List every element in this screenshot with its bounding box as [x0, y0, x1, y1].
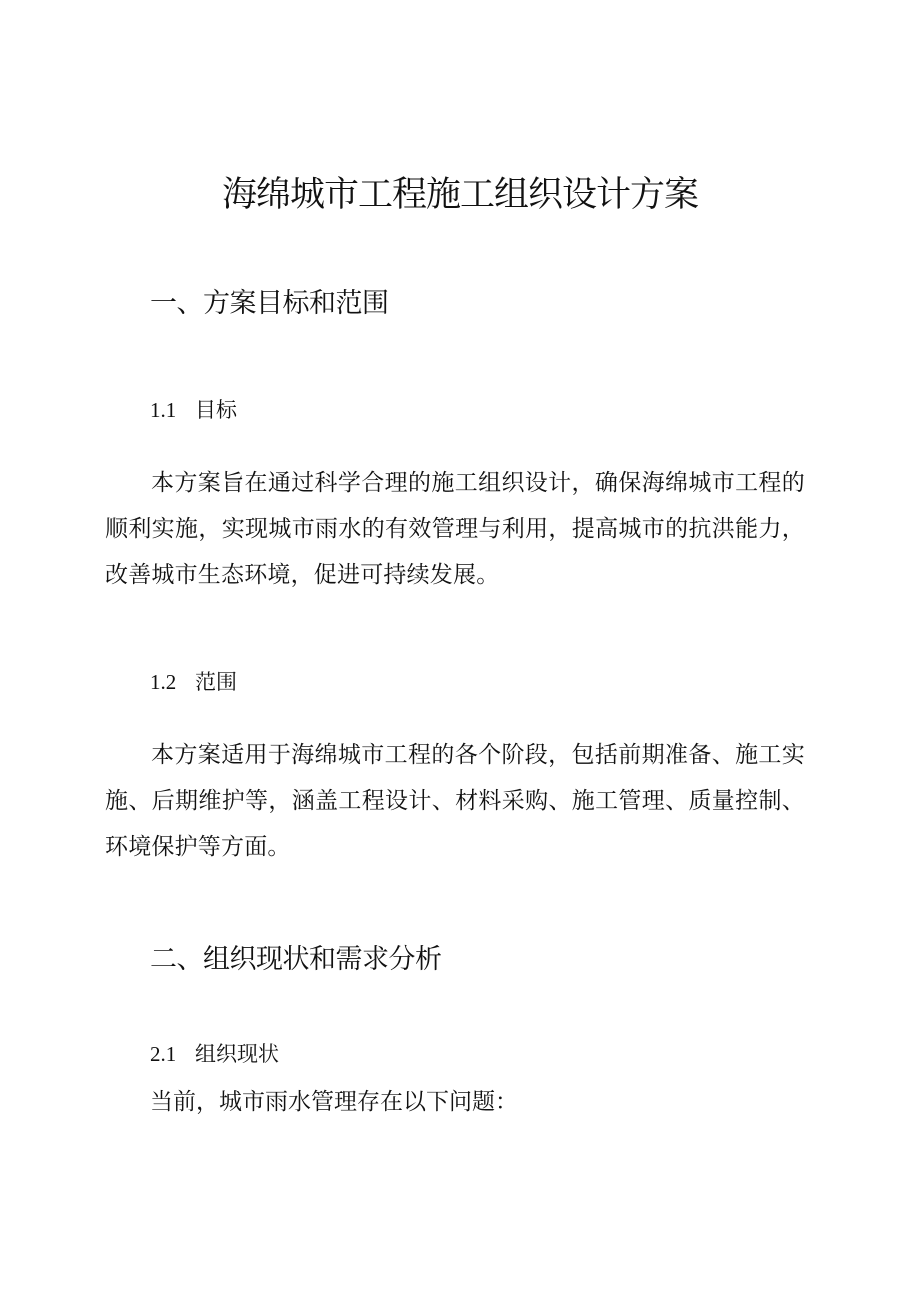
subsection-heading-1-1: [150, 394, 237, 426]
subsection-title: 目标: [195, 398, 237, 422]
paragraph-goal: 本方案旨在通过科学合理的施工组织设计，确保海绵城市工程的顺利实施，实现城市雨水的有效管理与利用，提高城市的抗洪能力，改善城市生态环境，促进可持续发展。: [105, 470, 805, 588]
subsection-number: 2.1: [150, 1042, 177, 1066]
paragraph-current-status: 当前，城市雨水管理存在以下问题：: [150, 1089, 518, 1115]
subsection-heading-1-2: [150, 666, 237, 698]
section-heading-1: 一、方案目标和范围: [150, 288, 389, 319]
subsection-title: 组织现状: [195, 1042, 279, 1066]
document-title: 海绵城市工程施工组织设计方案: [221, 175, 698, 215]
subsection-number: 1.2: [150, 670, 177, 694]
subsection-title: 范围: [195, 670, 237, 694]
paragraph-scope: 本方案适用于海绵城市工程的各个阶段，包括前期准备、施工实施、后期维护等，涵盖工程设计、材料采购、施工管理、质量控制、环境保护等方面。: [105, 742, 805, 860]
subsection-heading-2-1: [150, 1038, 279, 1070]
section-heading-2: 二、组织现状和需求分析: [150, 944, 442, 975]
subsection-number: 1.1: [150, 398, 177, 422]
